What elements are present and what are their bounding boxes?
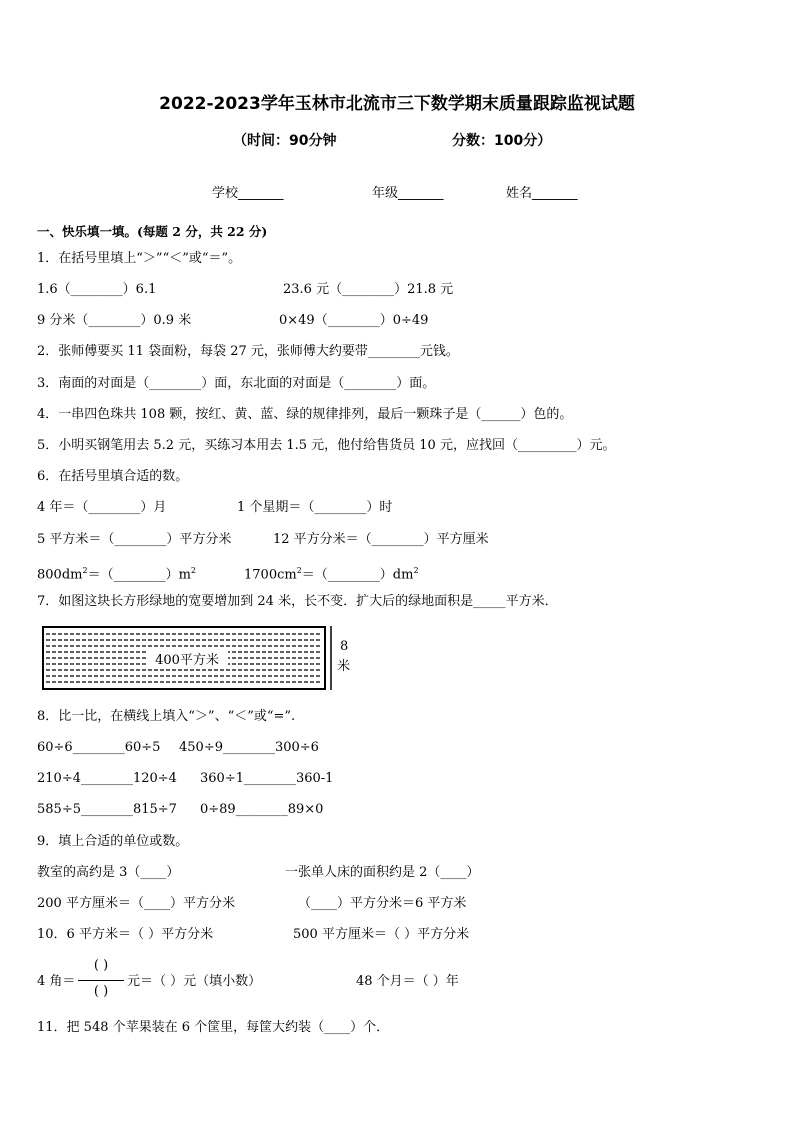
q6-item-d[interactable]: 12 平方分米＝（________）平方厘米 — [273, 532, 489, 547]
area-label: 400平方米 — [155, 653, 219, 668]
q1-item-d[interactable]: 0×49（________）0÷49 — [279, 313, 429, 328]
q11[interactable]: 11．把 548 个苹果装在 6 个筐里，每筐大约装（____）个． — [37, 1020, 390, 1035]
q1-item-b[interactable]: 23.6 元（________）21.8 元 — [283, 282, 454, 297]
q8-item-b[interactable]: 450÷9________300÷6 — [179, 740, 319, 755]
q4[interactable]: 4．一串四色珠共 108 颗，按红、黄、蓝、绿的规律排列，最后一颗珠子是（______）色的。 — [37, 407, 573, 422]
q7-stem[interactable]: 7．如图这块长方形绿地的宽要增加到 24 米，长不变．扩大后的绿地面积是_____平方米． — [37, 594, 558, 609]
width-label-number: 8 — [340, 639, 349, 654]
fraction-denominator[interactable]: ( ) — [93, 984, 109, 999]
q1-stem: 1．在括号里填上“＞”“＜”或“＝”。 — [37, 251, 242, 266]
q6-stem: 6．在括号里填合适的数。 — [37, 469, 189, 484]
width-label-unit: 米 — [337, 659, 351, 674]
q6-item-f[interactable]: $1700cm^2=(\_\_\_\_\_\_\_\_)dm^2$ — [244, 566, 419, 583]
q8-item-a[interactable]: 60÷6________60÷5 — [37, 740, 161, 755]
q5[interactable]: 5．小明买钢笔用去 5.2 元，买练习本用去 1.5 元，他付给售货员 10 元，应找回（_________）元。 — [37, 438, 616, 453]
q6-item-a[interactable]: 4 年＝（________）月 — [37, 500, 167, 515]
q8-item-d[interactable]: 360÷1________360-1 — [200, 771, 334, 786]
q9-item-a[interactable]: 教室的高约是 3（____） — [37, 865, 180, 880]
q2[interactable]: 2．张师傅要买 11 袋面粉，每袋 27 元，张师傅大约要带________元钱。 — [37, 344, 459, 359]
q8-stem: 8．比一比，在横线上填入“＞”、“＜”或“=”. — [37, 709, 296, 724]
green-field-diagram — [40, 624, 360, 694]
exam-time: （时间：90分钟 — [233, 133, 337, 149]
q3[interactable]: 3．南面的对面是（________）面，东北面的对面是（________）面。 — [37, 376, 436, 391]
school-field[interactable]: 学校_______ — [212, 186, 284, 201]
q6-item-b[interactable]: 1 个星期＝（________）时 — [237, 500, 393, 515]
q6-item-c[interactable]: 5 平方米＝（________）平方分米 — [37, 532, 232, 547]
fraction-blank[interactable] — [76, 958, 126, 1004]
q6-item-e[interactable]: $800dm^2=(\_\_\_\_\_\_\_\_)m^2$ — [37, 566, 196, 583]
exam-score: 分数：100分） — [452, 133, 552, 149]
q8-item-c[interactable]: 210÷4________120÷4 — [37, 771, 177, 786]
q10-item-c-suffix[interactable]: 元＝（ ）元（填小数） — [127, 974, 262, 989]
q9-item-d[interactable]: （____）平方分米＝6 平方米 — [298, 896, 467, 911]
q1-item-a[interactable]: 1.6（________）6.1 — [37, 282, 157, 297]
fraction-bar — [78, 980, 124, 981]
exam-title: 2022-2023学年玉林市北流市三下数学期末质量跟踪监视试题 — [159, 94, 635, 114]
q9-item-c[interactable]: 200 平方厘米＝（____）平方分米 — [37, 896, 235, 911]
fraction-numerator[interactable]: ( ) — [93, 958, 109, 973]
q8-item-e[interactable]: 585÷5________815÷7 — [37, 802, 177, 817]
q10-item-b[interactable]: 500 平方厘米＝（ ）平方分米 — [293, 927, 470, 942]
q9-item-b[interactable]: 一张单人床的面积约是 2（____） — [285, 865, 480, 880]
q10-item-a[interactable]: 10．6 平方米＝（ ）平方分米 — [37, 927, 214, 942]
q8-item-f[interactable]: 0÷89________89×0 — [200, 802, 324, 817]
q1-item-c[interactable]: 9 分米（________）0.9 米 — [37, 313, 192, 328]
grade-field[interactable]: 年级_______ — [372, 186, 444, 201]
name-field[interactable]: 姓名_______ — [506, 186, 578, 201]
q10-item-d[interactable]: 48 个月＝（ ）年 — [356, 974, 459, 989]
section-heading: 一、快乐填一填。(每题 2 分，共 22 分) — [37, 224, 268, 239]
q10-item-c-prefix: 4 角＝ — [37, 974, 76, 989]
q9-stem: 9．填上合适的单位或数。 — [37, 834, 189, 849]
